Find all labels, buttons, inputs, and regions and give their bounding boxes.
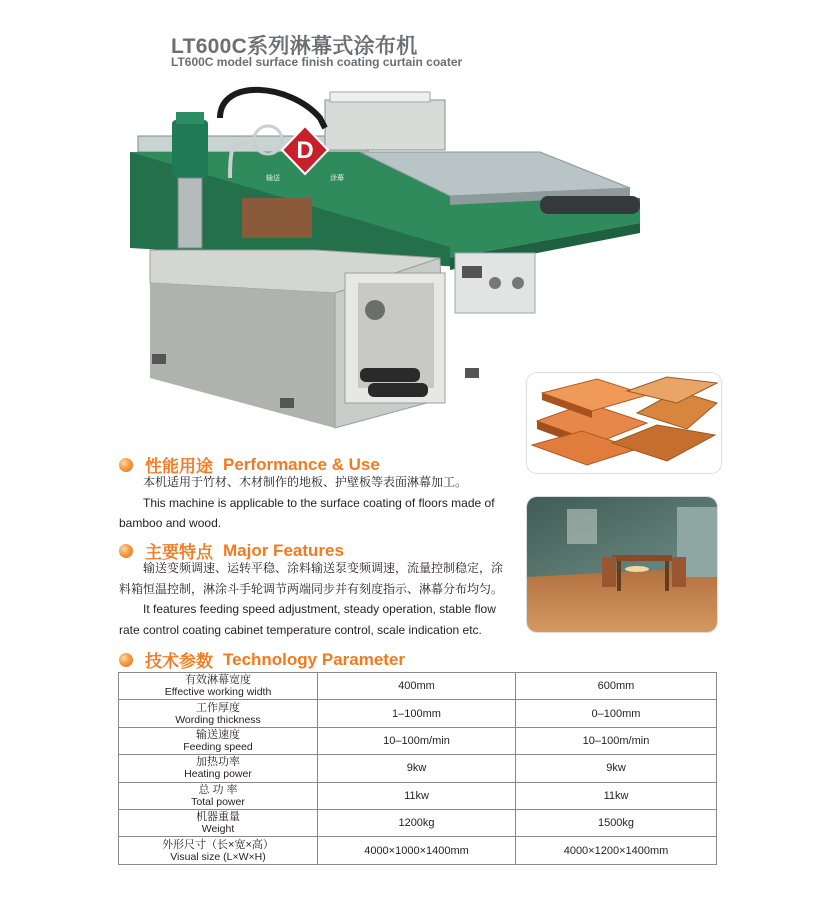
row-value-2: 4000×1200×1400mm [516, 837, 717, 864]
features-text-cn-2: 料箱恒温控制，淋涂斗手轮调节两端同步并有刻度指示、淋幕分布均匀。 [119, 581, 504, 596]
features-heading-cn: 主要特点 [145, 543, 213, 562]
room-interior-photo [527, 497, 717, 632]
technology-heading-cn: 技术参数 [145, 652, 213, 671]
page-title-en: LT600C model surface finish coating curtain coater [171, 55, 463, 69]
features-text [119, 558, 519, 640]
row-label: 机器重量 Weight [119, 809, 318, 836]
features-text-en-2: rate control coating cabinet temperature control, scale indication etc. [119, 622, 482, 637]
features-text-en-1: It features feeding speed adjustment, steady operation, stable flow [143, 602, 496, 616]
table-row [119, 727, 717, 754]
row-value-1: 400mm [318, 673, 516, 700]
row-value-1: 11kw [318, 782, 516, 809]
row-value-1: 9kw [318, 755, 516, 782]
orange-bullet-icon [119, 653, 133, 667]
wood-flooring-photo [527, 373, 721, 473]
technology-heading-en: Technology Parameter [223, 649, 406, 669]
row-label: 有效淋幕宽度 Effective working width [119, 673, 318, 700]
table-row [119, 700, 717, 727]
row-label: 工作厚度 Wording thickness [119, 700, 318, 727]
logo-label-left: 输送 [266, 174, 280, 182]
row-label: 加热功率 Heating power [119, 755, 318, 782]
table-row [119, 782, 717, 809]
performance-text-en-1: This machine is applicable to the surface coating of floors made of [143, 495, 495, 510]
performance-text-en-2: bamboo and wood. [119, 516, 222, 530]
table-row [119, 673, 717, 700]
table-row [119, 755, 717, 782]
performance-heading-cn: 性能用途 [145, 457, 213, 476]
row-value-1: 10–100m/min [318, 727, 516, 754]
table-row [119, 809, 717, 836]
row-value-2: 1500kg [516, 809, 717, 836]
performance-heading-en: Performance & Use [223, 454, 380, 474]
row-value-2: 10–100m/min [516, 727, 717, 754]
row-label: 输送速度 Feeding speed [119, 727, 318, 754]
row-value-2: 11kw [516, 782, 717, 809]
orange-bullet-icon [119, 544, 133, 558]
features-text-cn-1: 输送变频调速、运转平稳、涂料输送泵变频调速，流量控制稳定，涂 [143, 561, 504, 575]
performance-text-cn: 本机适用于竹材、木材制作的地板、护壁板等表面淋幕加工。 [143, 475, 468, 489]
logo-letter: D [296, 137, 314, 164]
row-value-1: 4000×1000×1400mm [318, 837, 516, 864]
row-value-2: 600mm [516, 673, 717, 700]
row-label: 总 功 率 Total power [119, 782, 318, 809]
logo-label-right: 涂幕 [330, 174, 344, 182]
features-heading-en: Major Features [223, 540, 344, 560]
row-value-2: 0–100mm [516, 700, 717, 727]
orange-bullet-icon [119, 458, 133, 472]
row-value-2: 9kw [516, 755, 717, 782]
row-label: 外形尺寸（长×宽×高） Visual size (L×W×H) [119, 837, 318, 864]
row-value-1: 1200kg [318, 809, 516, 836]
table-row [119, 837, 717, 864]
performance-text [119, 472, 519, 534]
spec-table [118, 672, 717, 865]
technology-heading [119, 647, 405, 672]
page-title-cn: LT600C系列淋幕式涂布机 [171, 35, 418, 58]
row-value-1: 1–100mm [318, 700, 516, 727]
